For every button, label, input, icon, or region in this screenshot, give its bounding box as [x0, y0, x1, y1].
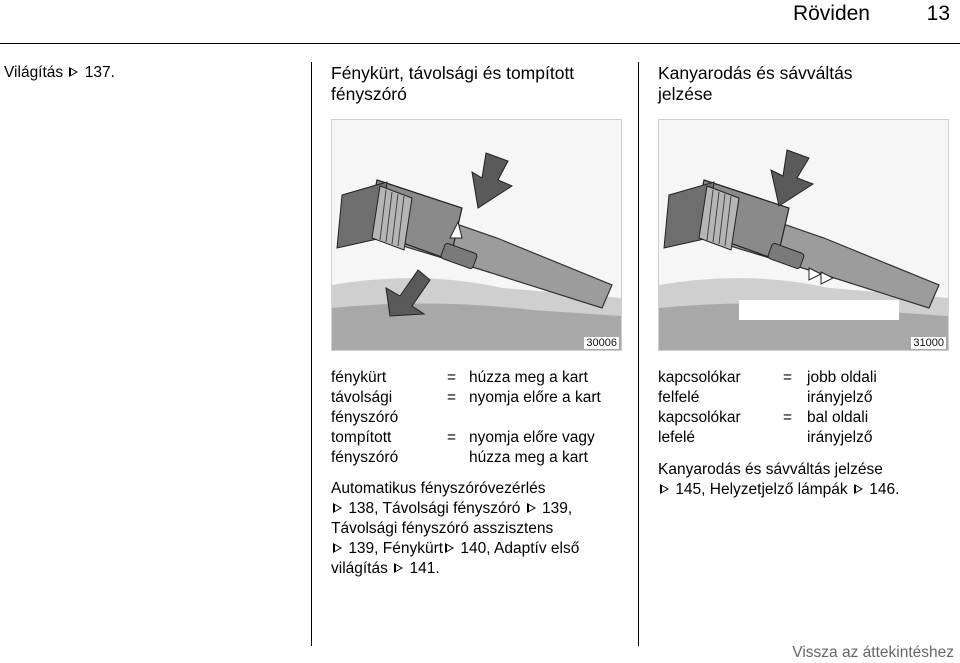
page-ref-arrow-icon: [394, 563, 403, 573]
definition-row: [331, 368, 601, 388]
definition-term: távolsági fényszóró: [331, 389, 399, 426]
definition-text: nyomja előre a kart: [469, 389, 601, 406]
definition-row: [658, 368, 877, 408]
definition-equals: =: [783, 369, 793, 386]
lighting-ref-page[interactable]: 137.: [84, 64, 115, 81]
paragraph-line[interactable]: 138, Távolsági fényszóró 139,: [331, 499, 631, 519]
headlight-cross-references: [331, 479, 631, 579]
paragraph-line[interactable]: 145, Helyzetjelző lámpák 146.: [658, 480, 953, 500]
page-ref-arrow-icon: [333, 543, 342, 553]
page-ref-arrow-icon: [445, 543, 454, 553]
page-ref-arrow-icon: [69, 67, 78, 77]
section-title: Röviden: [792, 2, 870, 25]
definition-text: húzza meg a kart: [469, 369, 588, 386]
definition-row: [331, 388, 601, 428]
headlight-definitions: [331, 368, 601, 468]
paragraph-line[interactable]: Automatikus fényszóróvezérlés: [331, 480, 546, 497]
definition-term: fénykürt: [331, 369, 387, 386]
back-to-overview-link[interactable]: Vissza az áttekintéshez: [792, 644, 954, 661]
definition-row: [331, 428, 601, 468]
page-ref-arrow-icon: [333, 503, 342, 513]
section-heading-headlight: [331, 63, 631, 105]
headlight-stalk-figure: [331, 119, 622, 351]
definition-term: tompított fényszóró: [331, 429, 399, 466]
section-heading-turn-signal: [658, 63, 953, 105]
turn-signal-definitions: [658, 368, 877, 448]
page-ref-arrow-icon: [527, 503, 536, 513]
column-divider-2: [638, 62, 639, 646]
lighting-reference[interactable]: [4, 63, 115, 83]
turn-signal-stalk-figure: [658, 119, 949, 351]
heading-line: jelzése: [658, 84, 713, 104]
definition-term: kapcsolókar lefelé: [658, 409, 741, 446]
paragraph-line[interactable]: világítás 141.: [331, 560, 440, 577]
paragraph-line[interactable]: 139, Fénykürt 140, Adaptív első: [331, 539, 631, 559]
page-ref-arrow-icon: [854, 484, 863, 494]
definition-text: nyomja előre vagy húzza meg a kart: [469, 429, 595, 466]
page-ref-arrow-icon: [660, 484, 669, 494]
turn-signal-cross-references: [658, 460, 953, 500]
figure-code: 31000: [913, 337, 944, 349]
lighting-ref-text[interactable]: Világítás: [4, 64, 64, 81]
headlight-lever-illustration: [332, 120, 621, 350]
definition-equals: =: [783, 409, 793, 426]
page-number: 13: [926, 2, 950, 25]
definition-text: jobb oldali irányjelző: [807, 369, 877, 406]
heading-line: Kanyarodás és sávváltás: [658, 63, 853, 83]
paragraph-line[interactable]: Kanyarodás és sávváltás jelzése: [658, 461, 883, 478]
header-rule: [0, 43, 960, 44]
figure-code: 30006: [586, 337, 617, 349]
definition-equals: =: [447, 369, 457, 386]
column-divider-1: [311, 62, 312, 646]
definition-equals: =: [447, 429, 457, 446]
paragraph-line[interactable]: Távolsági fényszóró asszisztens: [331, 520, 554, 537]
definition-equals: =: [447, 389, 457, 406]
definition-row: [658, 408, 877, 448]
definition-text: bal oldali irányjelző: [807, 409, 873, 446]
definition-term: kapcsolókar felfelé: [658, 369, 741, 406]
turn-signal-lever-illustration: [659, 120, 948, 350]
heading-line: fényszóró: [331, 84, 407, 104]
heading-line: Fénykürt, távolsági és tompított: [331, 63, 575, 83]
